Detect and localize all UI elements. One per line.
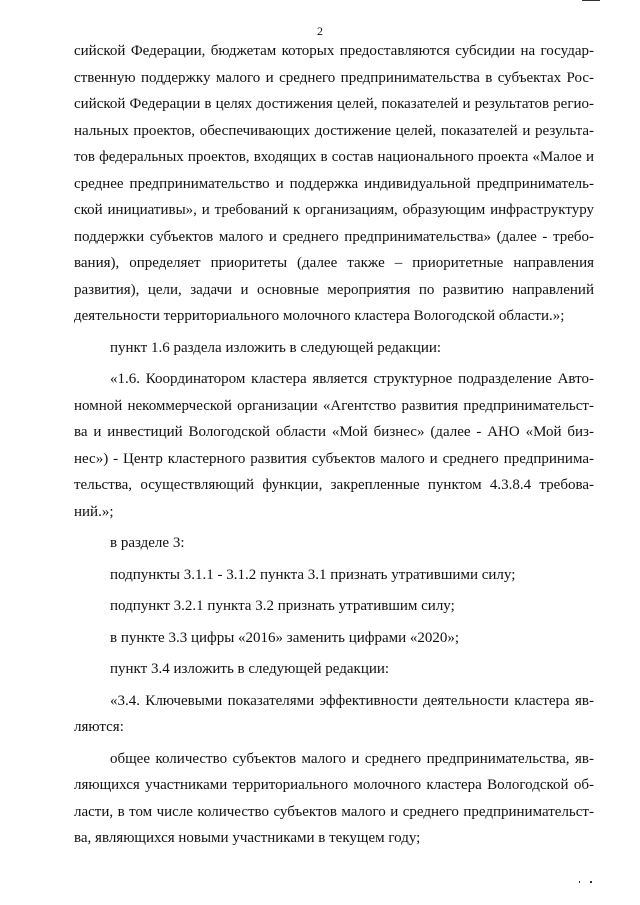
scan-artifact — [582, 0, 600, 1]
paragraph-item-3-4-text: «3.4. Ключевыми показателями эффективности деятельности кластера являются: — [74, 692, 594, 735]
scan-artifact — [579, 881, 580, 883]
paragraph-item-3-3: в пункте 3.3 цифры «2016» заменить цифрами «2020»; — [110, 629, 460, 646]
document-body — [74, 38, 594, 852]
paragraph-subitems-3-1: подпункты 3.1.1 - 3.1.2 пункта 3.1 признать утратившими силу; — [110, 566, 516, 583]
page-number: 2 — [317, 24, 323, 38]
paragraph-continuation: сийской Федерации, бюджетам которых предоставляются субсидии на государственную поддержку малого и среднего предпринимательства в субъектах Российской Федерации в целях достижения целей, показателей и результатов региональных проектов, обеспечивающих достижение целей, показателей и результатов федеральных проектов, входящих в состав национального проекта «Малое и среднее предпринимательство и поддержка индивидуальной предпринимательской инициативы», и требований к организациям, образующим инфраструктуру поддержки субъектов малого и среднего предпринимательства» (далее - требования), определяет приоритеты (далее также – приоритетные направления развития), цели, задачи и основные мероприятия по развитию направлений деятельности территориального молочного кластера Вологодской области.»; — [74, 43, 594, 324]
paragraph-indicator: общее количество субъектов малого и среднего предпринимательства, являющихся участниками территориального молочного кластера Вологодской области, в том числе количество субъектов малого и среднего предпринимательства, являющихся новыми участниками в текущем году; — [74, 750, 594, 846]
paragraph-subitem-3-2-1: подпункт 3.2.1 пункта 3.2 признать утратившим силу; — [110, 598, 455, 614]
paragraph-item-3-4-instruction: пункт 3.4 изложить в следующей редакции: — [110, 661, 390, 677]
paragraph-item-1-6-text: «1.6. Координатором кластера является структурное подразделение Автономной некоммерческой организации «Агентство развития предпринимательства и инвестиций Вологодской области «Мой бизнес» (далее - АНО «Мой бизнес») - Центр кластерного развития субъектов малого и среднего предпринимательства, осуществляющий функции, закрепленные пунктом 4.3.8.4 требований.»; — [74, 371, 594, 520]
scan-artifact — [590, 881, 592, 883]
paragraph-section-3: в разделе 3: — [110, 535, 185, 551]
paragraph-item-1-6-instruction: пункт 1.6 раздела изложить в следующей редакции: — [110, 339, 442, 356]
